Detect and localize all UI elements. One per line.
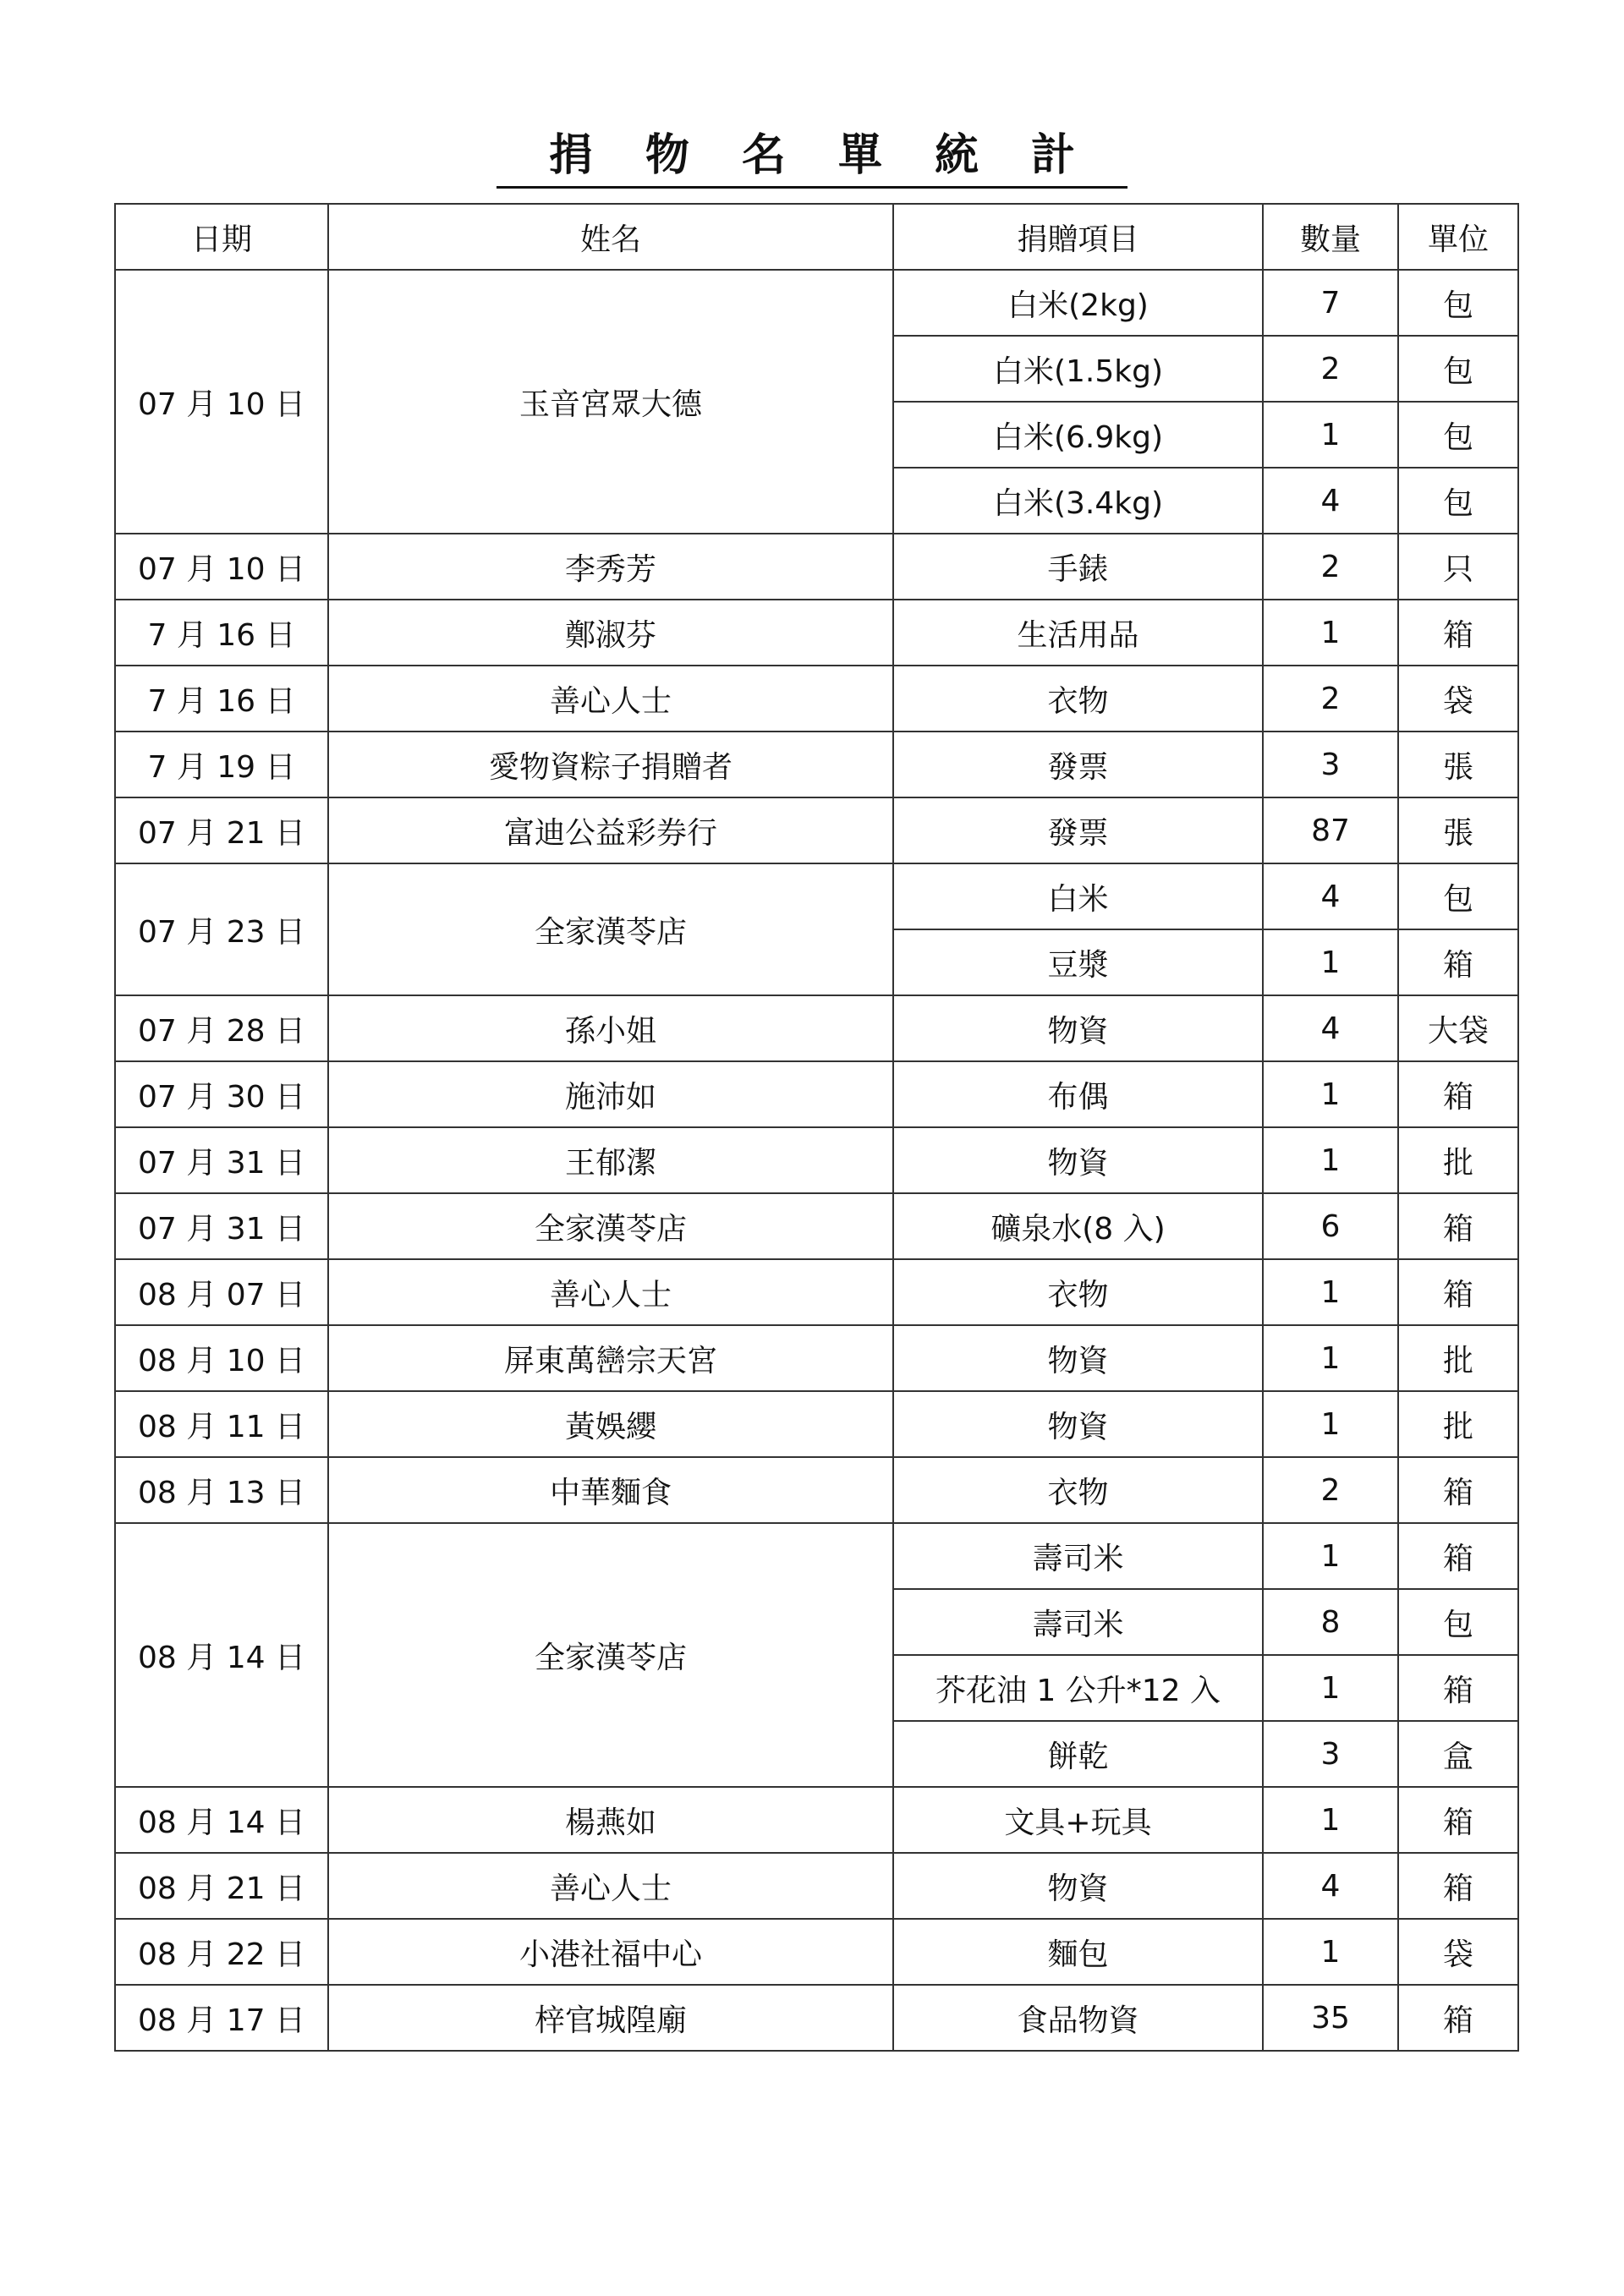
- name-cell: 富迪公益彩券行: [328, 797, 893, 863]
- item-cell: 白米(1.5kg): [893, 336, 1263, 402]
- name-cell: 鄭淑芬: [328, 600, 893, 666]
- item-cell: 物資: [893, 1853, 1263, 1919]
- item-cell: 物資: [893, 995, 1263, 1061]
- header-item: 捐贈項目: [893, 204, 1263, 270]
- header-qty: 數量: [1263, 204, 1398, 270]
- date-cell: 07 月 10 日: [115, 534, 328, 600]
- qty-cell: 1: [1263, 1391, 1398, 1457]
- unit-cell: 大袋: [1398, 995, 1518, 1061]
- date-cell: 7 月 16 日: [115, 666, 328, 732]
- unit-cell: 箱: [1398, 1193, 1518, 1259]
- date-cell: 08 月 07 日: [115, 1259, 328, 1325]
- qty-cell: 1: [1263, 1325, 1398, 1391]
- name-cell: 孫小姐: [328, 995, 893, 1061]
- qty-cell: 1: [1263, 600, 1398, 666]
- unit-cell: 張: [1398, 732, 1518, 797]
- unit-cell: 批: [1398, 1325, 1518, 1391]
- item-cell: 壽司米: [893, 1589, 1263, 1655]
- table-row: [115, 1325, 1518, 1391]
- name-cell: 善心人士: [328, 1853, 893, 1919]
- qty-cell: 1: [1263, 1127, 1398, 1193]
- table-row: [115, 797, 1518, 863]
- table-row: [115, 270, 1518, 336]
- unit-cell: 只: [1398, 534, 1518, 600]
- header-date: 日期: [115, 204, 328, 270]
- item-cell: 衣物: [893, 1457, 1263, 1523]
- qty-cell: 1: [1263, 1655, 1398, 1721]
- name-cell: 屏東萬巒宗天宮: [328, 1325, 893, 1391]
- table-row: [115, 995, 1518, 1061]
- unit-cell: 批: [1398, 1127, 1518, 1193]
- name-cell: 玉音宮眾大德: [328, 270, 893, 534]
- table-row: [115, 1523, 1518, 1589]
- item-cell: 手錶: [893, 534, 1263, 600]
- qty-cell: 4: [1263, 1853, 1398, 1919]
- date-cell: 07 月 31 日: [115, 1193, 328, 1259]
- item-cell: 衣物: [893, 1259, 1263, 1325]
- table-row: [115, 1061, 1518, 1127]
- qty-cell: 2: [1263, 336, 1398, 402]
- unit-cell: 箱: [1398, 600, 1518, 666]
- date-cell: 08 月 14 日: [115, 1787, 328, 1853]
- unit-cell: 包: [1398, 863, 1518, 929]
- table-row: [115, 1985, 1518, 2051]
- unit-cell: 箱: [1398, 1853, 1518, 1919]
- unit-cell: 箱: [1398, 1259, 1518, 1325]
- header-name: 姓名: [328, 204, 893, 270]
- item-cell: 衣物: [893, 666, 1263, 732]
- qty-cell: 7: [1263, 270, 1398, 336]
- qty-cell: 1: [1263, 1061, 1398, 1127]
- name-cell: 愛物資粽子捐贈者: [328, 732, 893, 797]
- date-cell: 08 月 13 日: [115, 1457, 328, 1523]
- date-cell: 7 月 16 日: [115, 600, 328, 666]
- page-title: 捐物名單統計: [497, 127, 1127, 189]
- date-cell: 07 月 31 日: [115, 1127, 328, 1193]
- table-row: [115, 1457, 1518, 1523]
- item-cell: 發票: [893, 797, 1263, 863]
- name-cell: 王郁潔: [328, 1127, 893, 1193]
- qty-cell: 4: [1263, 995, 1398, 1061]
- qty-cell: 87: [1263, 797, 1398, 863]
- name-cell: 全家漢苓店: [328, 863, 893, 995]
- item-cell: 白米(3.4kg): [893, 468, 1263, 534]
- table-body: [115, 270, 1518, 2051]
- table-row: [115, 1391, 1518, 1457]
- unit-cell: 箱: [1398, 1061, 1518, 1127]
- item-cell: 布偶: [893, 1061, 1263, 1127]
- item-cell: 食品物資: [893, 1985, 1263, 2051]
- qty-cell: 2: [1263, 1457, 1398, 1523]
- item-cell: 餅乾: [893, 1721, 1263, 1787]
- title-wrap: [0, 127, 1624, 189]
- item-cell: 生活用品: [893, 600, 1263, 666]
- header-unit: 單位: [1398, 204, 1518, 270]
- date-cell: 7 月 19 日: [115, 732, 328, 797]
- qty-cell: 1: [1263, 1787, 1398, 1853]
- unit-cell: 盒: [1398, 1721, 1518, 1787]
- unit-cell: 張: [1398, 797, 1518, 863]
- table-row: [115, 1127, 1518, 1193]
- unit-cell: 箱: [1398, 1787, 1518, 1853]
- unit-cell: 袋: [1398, 1919, 1518, 1985]
- date-cell: 08 月 10 日: [115, 1325, 328, 1391]
- date-cell: 08 月 14 日: [115, 1523, 328, 1787]
- name-cell: 善心人士: [328, 666, 893, 732]
- unit-cell: 袋: [1398, 666, 1518, 732]
- qty-cell: 3: [1263, 732, 1398, 797]
- header-row: [115, 204, 1518, 270]
- name-cell: 李秀芳: [328, 534, 893, 600]
- item-cell: 礦泉水(8 入): [893, 1193, 1263, 1259]
- unit-cell: 箱: [1398, 1985, 1518, 2051]
- name-cell: 楊燕如: [328, 1787, 893, 1853]
- item-cell: 白米: [893, 863, 1263, 929]
- date-cell: 07 月 21 日: [115, 797, 328, 863]
- name-cell: 小港社福中心: [328, 1919, 893, 1985]
- date-cell: 07 月 30 日: [115, 1061, 328, 1127]
- item-cell: 壽司米: [893, 1523, 1263, 1589]
- date-cell: 07 月 23 日: [115, 863, 328, 995]
- item-cell: 白米(2kg): [893, 270, 1263, 336]
- table-row: [115, 863, 1518, 929]
- name-cell: 施沛如: [328, 1061, 893, 1127]
- qty-cell: 1: [1263, 1919, 1398, 1985]
- item-cell: 芥花油 1 公升*12 入: [893, 1655, 1263, 1721]
- item-cell: 白米(6.9kg): [893, 402, 1263, 468]
- item-cell: 物資: [893, 1127, 1263, 1193]
- table-row: [115, 1853, 1518, 1919]
- unit-cell: 箱: [1398, 1457, 1518, 1523]
- table-row: [115, 600, 1518, 666]
- qty-cell: 3: [1263, 1721, 1398, 1787]
- item-cell: 豆漿: [893, 929, 1263, 995]
- name-cell: 全家漢苓店: [328, 1193, 893, 1259]
- donation-table: [114, 203, 1519, 2052]
- name-cell: 善心人士: [328, 1259, 893, 1325]
- qty-cell: 2: [1263, 534, 1398, 600]
- date-cell: 08 月 17 日: [115, 1985, 328, 2051]
- item-cell: 文具+玩具: [893, 1787, 1263, 1853]
- name-cell: 梓官城隍廟: [328, 1985, 893, 2051]
- qty-cell: 8: [1263, 1589, 1398, 1655]
- unit-cell: 包: [1398, 468, 1518, 534]
- qty-cell: 1: [1263, 929, 1398, 995]
- date-cell: 08 月 11 日: [115, 1391, 328, 1457]
- unit-cell: 箱: [1398, 929, 1518, 995]
- date-cell: 07 月 28 日: [115, 995, 328, 1061]
- qty-cell: 1: [1263, 1523, 1398, 1589]
- qty-cell: 4: [1263, 863, 1398, 929]
- date-cell: 08 月 22 日: [115, 1919, 328, 1985]
- unit-cell: 包: [1398, 402, 1518, 468]
- unit-cell: 箱: [1398, 1523, 1518, 1589]
- unit-cell: 包: [1398, 336, 1518, 402]
- unit-cell: 箱: [1398, 1655, 1518, 1721]
- name-cell: 全家漢苓店: [328, 1523, 893, 1787]
- table-row: [115, 534, 1518, 600]
- table-row: [115, 1193, 1518, 1259]
- date-cell: 08 月 21 日: [115, 1853, 328, 1919]
- item-cell: 物資: [893, 1391, 1263, 1457]
- table-row: [115, 1919, 1518, 1985]
- qty-cell: 1: [1263, 1259, 1398, 1325]
- item-cell: 麵包: [893, 1919, 1263, 1985]
- qty-cell: 35: [1263, 1985, 1398, 2051]
- table-row: [115, 1259, 1518, 1325]
- qty-cell: 4: [1263, 468, 1398, 534]
- table-row: [115, 732, 1518, 797]
- qty-cell: 1: [1263, 402, 1398, 468]
- table-row: [115, 1787, 1518, 1853]
- date-cell: 07 月 10 日: [115, 270, 328, 534]
- unit-cell: 包: [1398, 270, 1518, 336]
- name-cell: 黃娛纓: [328, 1391, 893, 1457]
- name-cell: 中華麵食: [328, 1457, 893, 1523]
- qty-cell: 2: [1263, 666, 1398, 732]
- table-row: [115, 666, 1518, 732]
- item-cell: 發票: [893, 732, 1263, 797]
- item-cell: 物資: [893, 1325, 1263, 1391]
- unit-cell: 批: [1398, 1391, 1518, 1457]
- unit-cell: 包: [1398, 1589, 1518, 1655]
- qty-cell: 6: [1263, 1193, 1398, 1259]
